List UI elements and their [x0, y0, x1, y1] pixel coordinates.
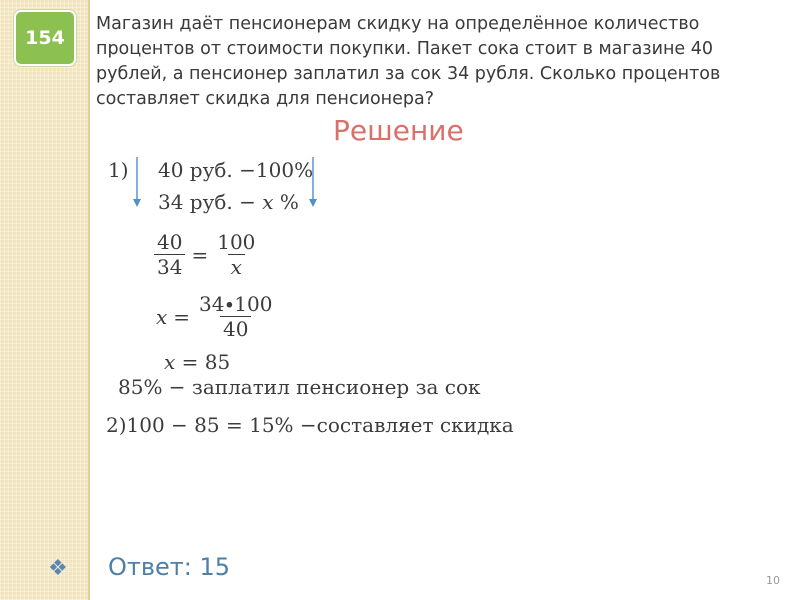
paid-percent-line: 85% − заплатил пенсионер за сок — [118, 375, 481, 399]
left-down-arrow-icon — [131, 155, 143, 209]
side-divider — [88, 0, 90, 600]
equals-sign: = — [173, 304, 191, 329]
fraction-100-x — [214, 230, 258, 279]
equals-sign: = — [191, 242, 209, 267]
variable-x: x — [230, 255, 242, 279]
percent-sign: % — [273, 190, 299, 214]
fraction-equation-1 — [154, 230, 258, 279]
problem-line: Магазин даёт пенсионерам скидку на определённое количество — [96, 14, 700, 34]
proportion-line-2 — [158, 190, 299, 214]
numerator: 100 — [217, 230, 256, 254]
problem-line: составляет скидка для пенсионера? — [96, 89, 434, 109]
fraction-40-34 — [154, 230, 185, 279]
numerator: 40 — [157, 230, 183, 254]
variable-x: x — [156, 304, 168, 329]
step2-line: 2)100 − 85 = 15% −составляет скидка — [106, 413, 514, 437]
x-result-value: = 85 — [181, 350, 231, 374]
solution-title: Решение — [333, 114, 464, 147]
numerator: 34∙100 — [199, 292, 273, 316]
fraction-product — [196, 292, 275, 341]
answer-text: Ответ: 15 — [108, 553, 231, 581]
proportion-line-1: 40 руб. −100% — [158, 158, 314, 182]
problem-statement — [96, 12, 746, 112]
x-result — [164, 350, 230, 374]
variable-x: x — [262, 190, 274, 214]
denominator — [228, 254, 245, 279]
decorative-side-strip — [0, 0, 88, 600]
fraction-equation-2 — [156, 292, 275, 341]
slide-number: 10 — [766, 574, 780, 587]
variable-x: x — [164, 350, 176, 374]
proportion-line-2-text: 34 руб. − — [158, 190, 263, 214]
denominator: 40 — [220, 316, 251, 341]
problem-number-badge: 154 — [14, 10, 76, 66]
diamond-bullet-icon: ❖ — [48, 556, 68, 581]
denominator: 34 — [154, 254, 185, 279]
problem-line: рублей, а пенсионер заплатил за сок 34 рубля. Сколько процентов — [96, 64, 721, 84]
step1-label: 1) — [108, 158, 129, 182]
problem-line: процентов от стоимости покупки. Пакет сока стоит в магазине 40 — [96, 39, 714, 59]
